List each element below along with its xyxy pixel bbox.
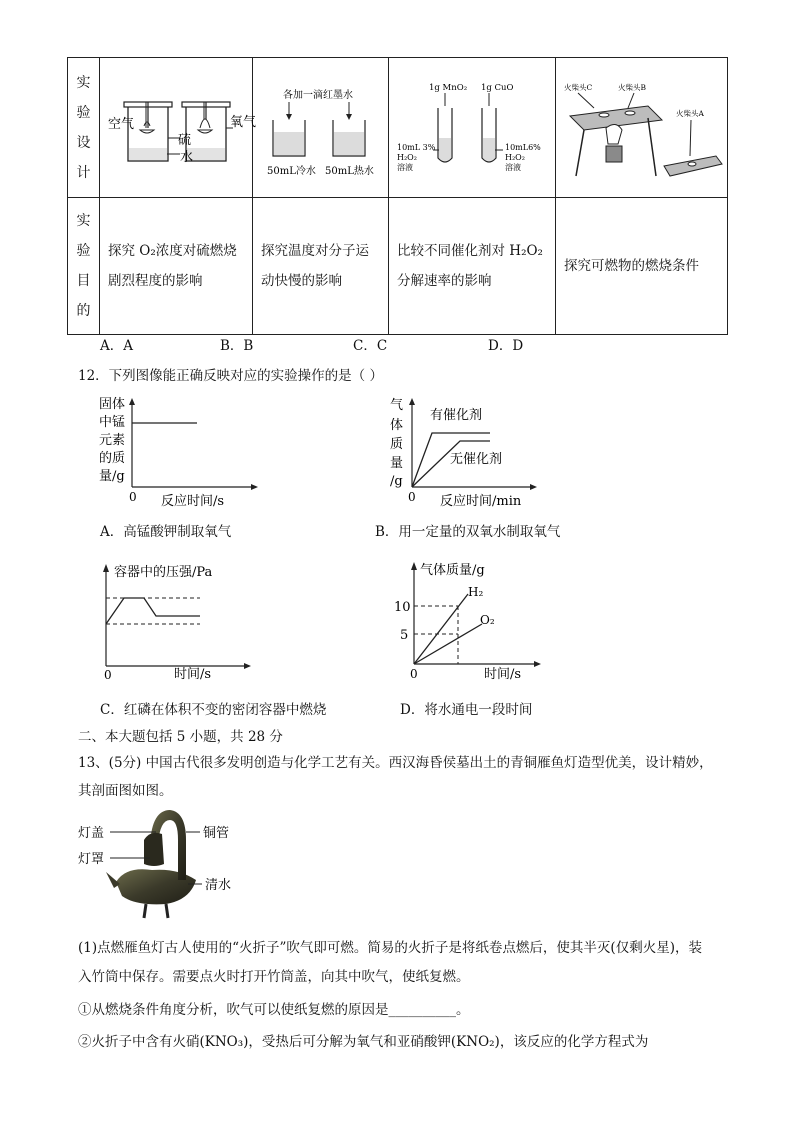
diffusion-diagram [253,58,389,193]
sulfur-label: 硫 [178,133,192,148]
q13-question-2: ②火折子中含有火硝(KNO₃)，受热后可分解为氧气和亚硝酸钾(KNO₂)，该反应的化学方程式为 [78,1034,649,1050]
graph-d-caption: D．将水通电一段时间 [400,702,533,718]
purpose-a: 探究 O₂浓度对硫燃烧 剧烈程度的影响 [100,198,253,335]
graph-c [98,560,258,685]
row-header-purpose: 实 验 目 的 [68,198,100,335]
purpose-b: 探究温度对分子运 动快慢的影响 [253,198,389,335]
graph-d-tick-10: 10 [394,600,411,615]
match-head-b-label: 火柴头B [618,83,647,92]
hot-water-label: 50mL热水 [325,166,374,177]
q11-option-b: B．B [220,338,254,354]
row-header-design: 实 验 设 计 [68,58,100,198]
q13-part1-line2: 入竹筒中保存。需要点火时打开竹筒盖，向其中吹气，使纸复燃。 [78,969,470,985]
oxygen-label: 氧气 [230,115,257,130]
bronze-lamp-figure [70,808,250,923]
graph-a [95,395,265,515]
red-ink-label: 各加一滴红墨水 [283,90,353,101]
graph-d-origin: 0 [410,667,418,681]
water-label: 水 [180,150,194,165]
copper-pipe-label: 铜管 [203,826,230,841]
left-solution-word: 溶液 [397,163,413,172]
purpose-d: 探究可燃物的燃烧条件 [556,198,728,335]
graph-b-ylabel-4: 量 [390,456,404,471]
graph-d-h2-label: H₂ [468,585,484,599]
graph-b-ylabel-1: 气 [390,398,404,413]
graph-b [388,393,538,518]
graph-b-ylabel-2: 体 [390,418,404,433]
graph-b-catalyst-label: 有催化剂 [430,408,483,423]
graph-c-ylabel: 容器中的压强/Pa [114,565,213,580]
cold-water-label: 50mL冷水 [267,166,316,177]
graph-c-pressure-line [106,598,200,624]
left-solution-label: 10mL 3% [397,143,436,152]
graph-b-ylabel-5: /g [390,474,403,489]
lamp-lid-label: 灯盖 [78,826,105,841]
graph-d-ylabel: 气体质量/g [420,563,485,578]
graph-d-o2-line [414,624,482,664]
graph-a-origin: 0 [129,490,137,504]
q13-part1-line1: (1)点燃雁鱼灯古人使用的“火折子”吹气即可燃。简易的火折子是将纸卷点燃后，使其半灭(仅剩火星)，装 [78,940,702,956]
graph-d [388,558,548,686]
design-a-cell [100,58,257,198]
graph-a-ylabel-5: 量/g [99,469,125,484]
right-solution-label: 10mL6% [505,143,541,152]
q11-option-a: A．A [100,338,133,354]
graph-b-xlabel: 反应时间/min [440,494,522,509]
right-h2o2-label: H₂O₂ [505,153,525,162]
graph-b-no-catalyst-label: 无催化剂 [450,452,503,467]
q13-intro-1: 13、(5分) 中国古代很多发明创造与化学工艺有关。西汉海昏侯墓出土的青铜雁鱼灯造型优美，设计精妙， [78,755,713,771]
graph-b-origin: 0 [408,490,416,504]
design-b-cell [253,58,389,198]
graph-b-ylabel-3: 质 [390,437,404,452]
graph-b-caption: B．用一定量的双氧水制取氧气 [375,524,561,540]
q13-intro-2: 其剖面图如图。 [78,783,173,799]
q11-option-c: C．C [353,338,388,354]
graph-c-xlabel: 时间/s [174,667,212,682]
clear-water-label: 清水 [205,878,232,893]
right-solution-word: 溶液 [505,163,521,172]
graph-a-caption: A．高锰酸钾制取氧气 [100,524,232,540]
graph-d-o2-label: O₂ [480,613,495,627]
experiment-table [67,57,728,335]
purpose-c: 比较不同催化剂对 H₂O₂ 分解速率的影响 [389,198,556,335]
cuo-label: 1g CuO [481,83,514,93]
graph-a-ylabel-3: 元素 [99,433,126,448]
match-head-c-label: 火柴头C [564,83,593,92]
design-d-cell [556,58,728,198]
catalyst-diagram [389,58,556,193]
q11-option-d: D．D [488,338,524,354]
graph-d-xlabel: 时间/s [484,667,522,682]
section-heading: 二、本大题包括 5 小题，共 28 分 [78,729,283,745]
q13-question-1: ①从燃烧条件角度分析，吹气可以使纸复燃的原因是__________。 [78,1002,470,1018]
match-head-a-label: 火柴头A [676,109,704,118]
graph-d-h2-line [414,594,468,664]
left-h2o2-label: H₂O₂ [397,153,417,162]
sulfur-combustion-diagram [100,58,257,193]
graph-c-caption: C．红磷在体积不变的密闭容器中燃烧 [100,702,327,718]
graph-a-xlabel: 反应时间/s [161,494,225,509]
design-c-cell [389,58,556,198]
graph-d-tick-5: 5 [400,628,409,643]
graph-a-ylabel-4: 的质 [99,451,126,466]
graph-a-ylabel-1: 固体 [99,397,126,412]
mno2-label: 1g MnO₂ [429,83,468,93]
air-label: 空气 [108,117,135,132]
q12-stem: 12．下列图像能正确反映对应的实验操作的是（ ） [78,368,383,384]
graph-a-ylabel-2: 中锰 [99,415,126,430]
lamp-shade-label: 灯罩 [78,852,105,867]
graph-c-origin: 0 [104,668,112,682]
match-heads-diagram [556,58,728,193]
